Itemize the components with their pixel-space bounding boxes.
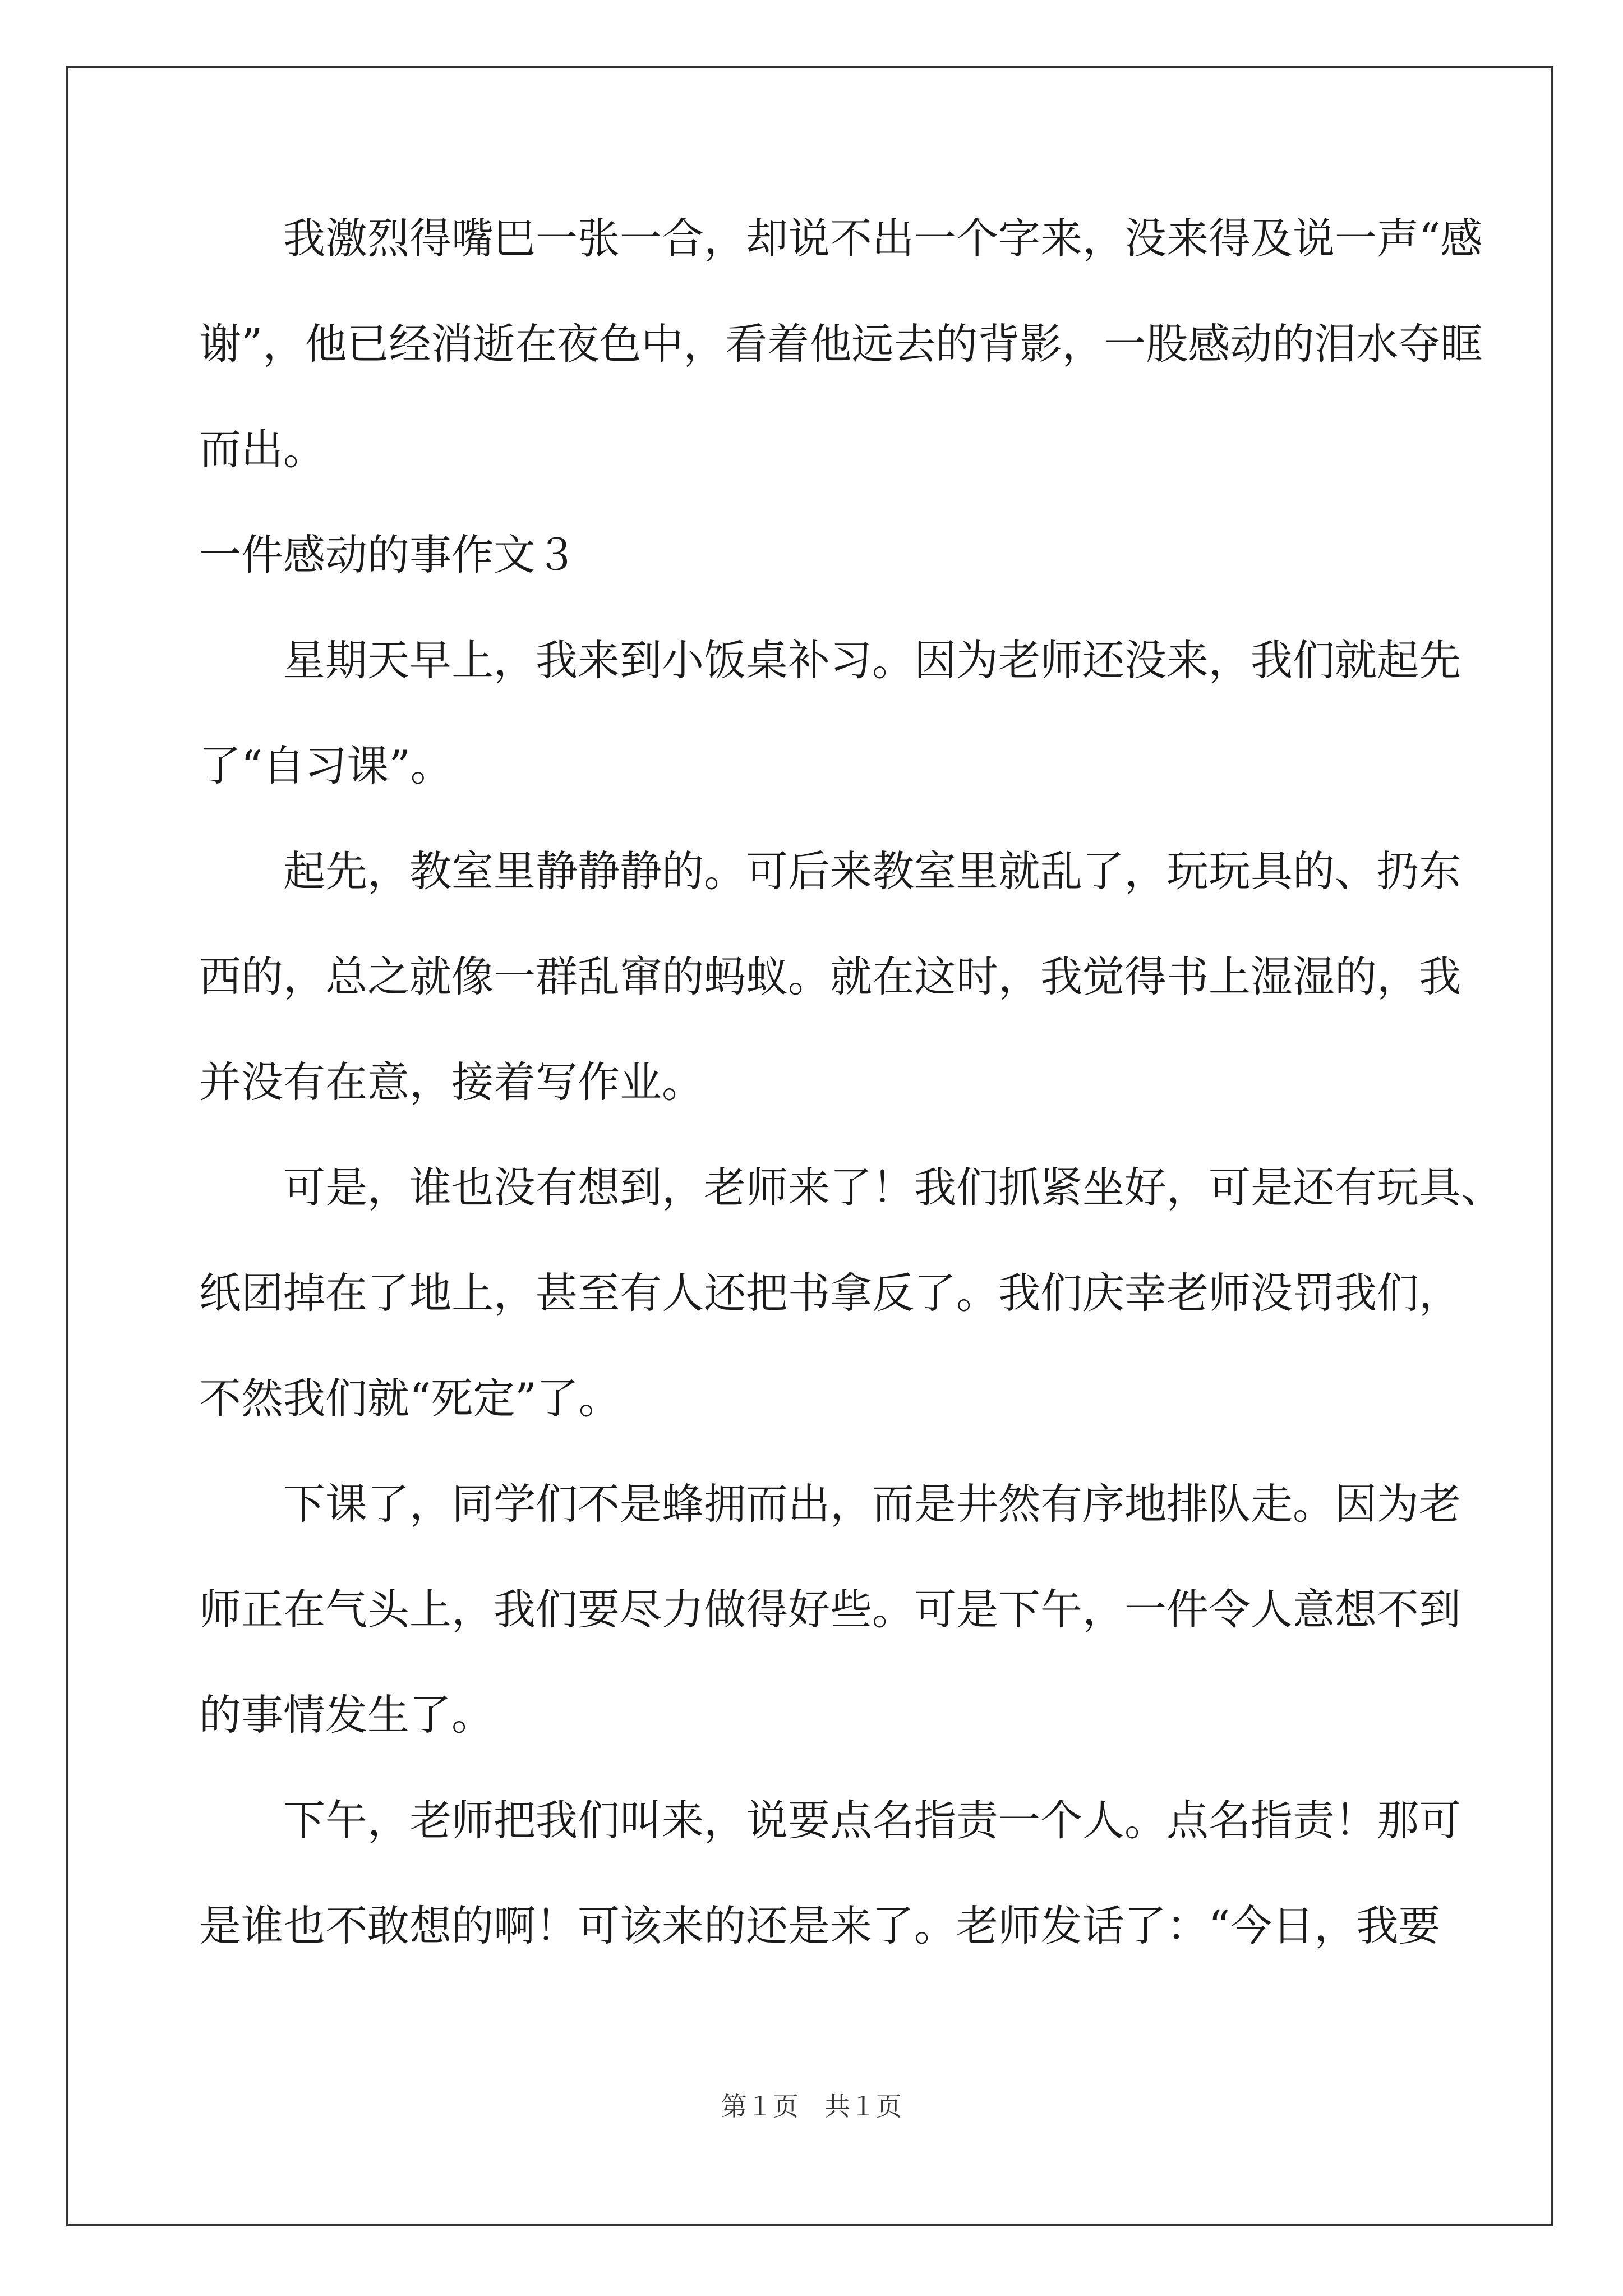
paragraph-line: 是谁也不敢想的啊！可该来的还是来了。老师发话了：“今日，我要	[199, 1901, 1441, 1950]
page-number-footer: 第１页 共１页	[721, 2091, 902, 2122]
paragraph-line: 而出。	[199, 425, 326, 474]
paragraph-line: 纸团掉在了地上，甚至有人还把书拿反了。我们庆幸老师没罚我们，	[199, 1268, 1461, 1318]
paragraph-line: 我激烈得嘴巴一张一合，却说不出一个字来，没来得及说一声“感	[283, 214, 1483, 263]
paragraph-line: 起先，教室里静静静的。可后来教室里就乱了，玩玩具的、扔东	[283, 846, 1461, 896]
section-heading: 一件感动的事作文３	[199, 530, 578, 579]
paragraph-line: 西的，总之就像一群乱窜的蚂蚁。就在这时，我觉得书上湿湿的，我	[199, 952, 1461, 1001]
paragraph-line: 了“自习课”。	[199, 741, 453, 790]
paragraph-line: 下午，老师把我们叫来，说要点名指责一个人。点名指责！那可	[283, 1796, 1461, 1845]
paragraph-line: 可是，谁也没有想到，老师来了！我们抓紧坐好，可是还有玩具、	[283, 1163, 1504, 1212]
paragraph-line: 谢”，他已经消逝在夜色中，看着他远去的背影，一股感动的泪水夺眶	[199, 319, 1483, 369]
paragraph-line: 并没有在意，接着写作业。	[199, 1057, 704, 1107]
paragraph-line: 不然我们就“死定”了。	[199, 1374, 621, 1423]
paragraph-line: 师正在气头上，我们要尽力做得好些。可是下午，一件令人意想不到	[199, 1585, 1461, 1634]
paragraph-line: 下课了，同学们不是蜂拥而出，而是井然有序地排队走。因为老	[283, 1479, 1461, 1529]
paragraph-line: 的事情发生了。	[199, 1690, 494, 1740]
paragraph-line: 星期天早上，我来到小饭桌补习。因为老师还没来，我们就起先	[283, 636, 1461, 685]
